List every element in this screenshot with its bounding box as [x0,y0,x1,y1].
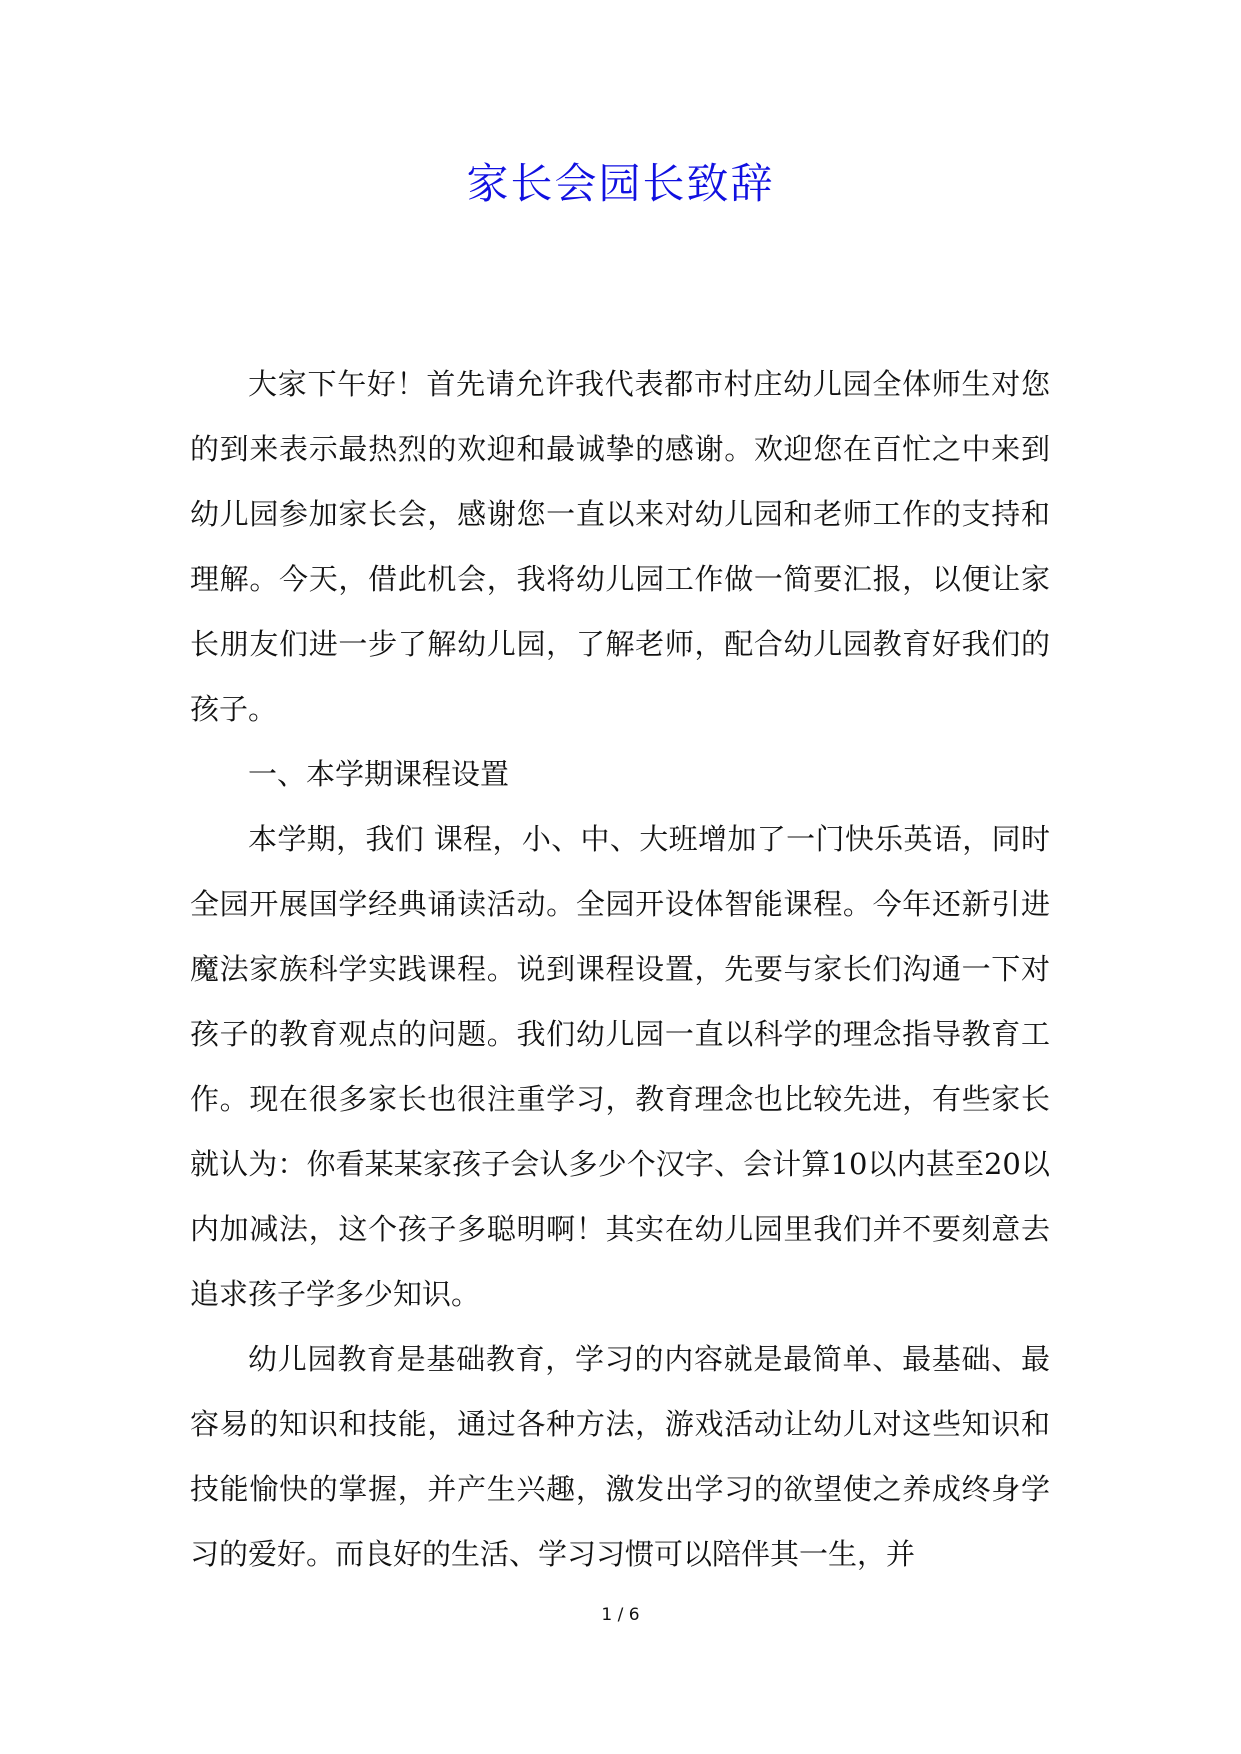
section-heading-curriculum: 一、本学期课程设置 [248,757,510,791]
document-title: 家长会园长致辞 [466,159,775,208]
document-body [190,352,1050,1587]
paragraph-curriculum: 本学期，我们 课程，小、中、大班增加了一门快乐英语，同时全园开展国学经典诵读活动。全园开设体智能课程。今年还新引进魔法家族科学实践课程。说到课程设置，先要与家长们沟通一下对孩子的教育观点的问题。我们幼儿园一直以科学的理念指导教育工作。现在很多家长也很注重学习，教育理念也比较先进，有些家长就认为：你看某某家孩子会认多少个汉字、会计算10以内甚至20以内加减法，这个孩子多聪明啊！其实在幼儿园里我们并不要刻意去追求孩子学多少知识。 [190,822,1050,1311]
paragraph-education: 幼儿园教育是基础教育，学习的内容就是最简单、最基础、最容易的知识和技能，通过各种方法，游戏活动让幼儿对这些知识和技能愉快的掌握，并产生兴趣，激发出学习的欲望使之养成终身学习的爱好。而良好的生活、学习习惯可以陪伴其一生，并 [190,1342,1050,1571]
page-number: 1 / 6 [601,1605,640,1625]
paragraph-intro: 大家下午好！首先请允许我代表都市村庄幼儿园全体师生对您的到来表示最热烈的欢迎和最诚挚的感谢。欢迎您在百忙之中来到幼儿园参加家长会，感谢您一直以来对幼儿园和老师工作的支持和理解。今天，借此机会，我将幼儿园工作做一简要汇报，以便让家长朋友们进一步了解幼儿园，了解老师，配合幼儿园教育好我们的孩子。 [190,367,1050,726]
